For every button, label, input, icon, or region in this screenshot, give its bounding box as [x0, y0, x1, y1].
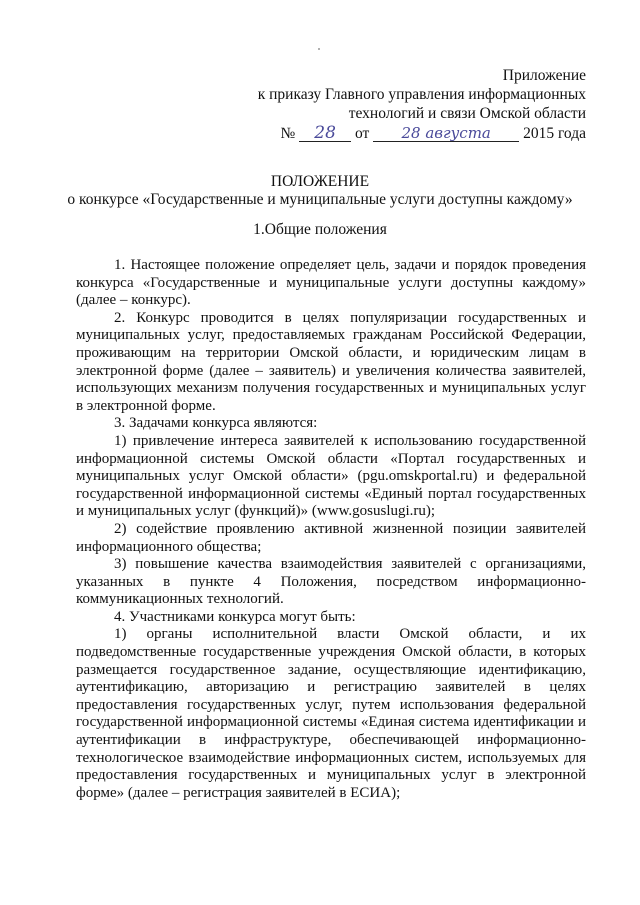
appendix-header: [258, 66, 586, 143]
list-item: 3) повышение качества взаимодействия заявителей с организациями, указанных в пункте 4 Положения, посредством информационно-коммуникационных технологий.: [76, 556, 586, 608]
paragraph: 1. Настоящее положение определяет цель, задачи и порядок проведения конкурса «Государственные и муниципальные услуги доступны каждому» (далее – конкурс).: [76, 257, 586, 309]
document-body: [76, 257, 586, 802]
list-item: 2) содействие проявлению активной жизненной позиции заявителей информационного общества;: [76, 520, 586, 555]
order-number-line: [258, 124, 586, 143]
order-year: 2015 года: [523, 125, 586, 142]
scan-speck: [318, 48, 320, 50]
paragraph: 4. Участниками конкурса могут быть:: [114, 608, 356, 625]
paragraph: 3. Задачами конкурса являются:: [114, 415, 318, 432]
order-number-handwritten: 28: [299, 125, 351, 142]
document-title: ПОЛОЖЕНИЕ: [270, 173, 370, 190]
order-date-handwritten: 28 августа: [373, 125, 519, 142]
appendix-org: технологий и связи Омской области: [348, 105, 586, 122]
from-label: от: [355, 125, 370, 142]
section-heading: 1.Общие положения: [253, 221, 387, 238]
appendix-order-ref: к приказу Главного управления информационных: [257, 86, 586, 103]
number-label: №: [280, 125, 296, 142]
paragraph: 2. Конкурс проводится в целях популяризации государственных и муниципальных услуг, предоставляемых гражданам Российской Федерации, проживающим на территории Омской области, и юридическим лицам в электронной форме (далее – заявитель) и увеличения количества заявителей, использующих механизм получения государственных и муниципальных услуг в электронной форме.: [76, 309, 586, 414]
appendix-label: Приложение: [502, 67, 586, 84]
list-item: 1) органы исполнительной власти Омской области, и их подведомственные государственные учреждения Омской области, в которых размещается государственное задание, осуществляющие идентификацию, аутентификацию, авторизацию и регистрацию заявителей в целях предоставления государственных услуг, путем использования федеральной государственной информационной системы «Единая система идентификации и аутентификации в инфраструктуре, обеспечивающей информационно-технологическое взаимодействие информационных систем, используемых для предоставления государственных и муниципальных услуг в электронной форме» (далее – регистрация заявителей в ЕСИА);: [76, 626, 586, 801]
list-item: 1) привлечение интереса заявителей к использованию государственной информационной системы Омской области «Портал государственных и муниципальных услуг Омской области» (pgu.omskportal.ru) и федеральной государственной информационной системы «Единый портал государственных и муниципальных услуг (функций)» (www.gosuslugi.ru);: [76, 432, 586, 520]
document-subtitle: о конкурсе «Государственные и муниципальные услуги доступны каждому»: [67, 191, 573, 208]
